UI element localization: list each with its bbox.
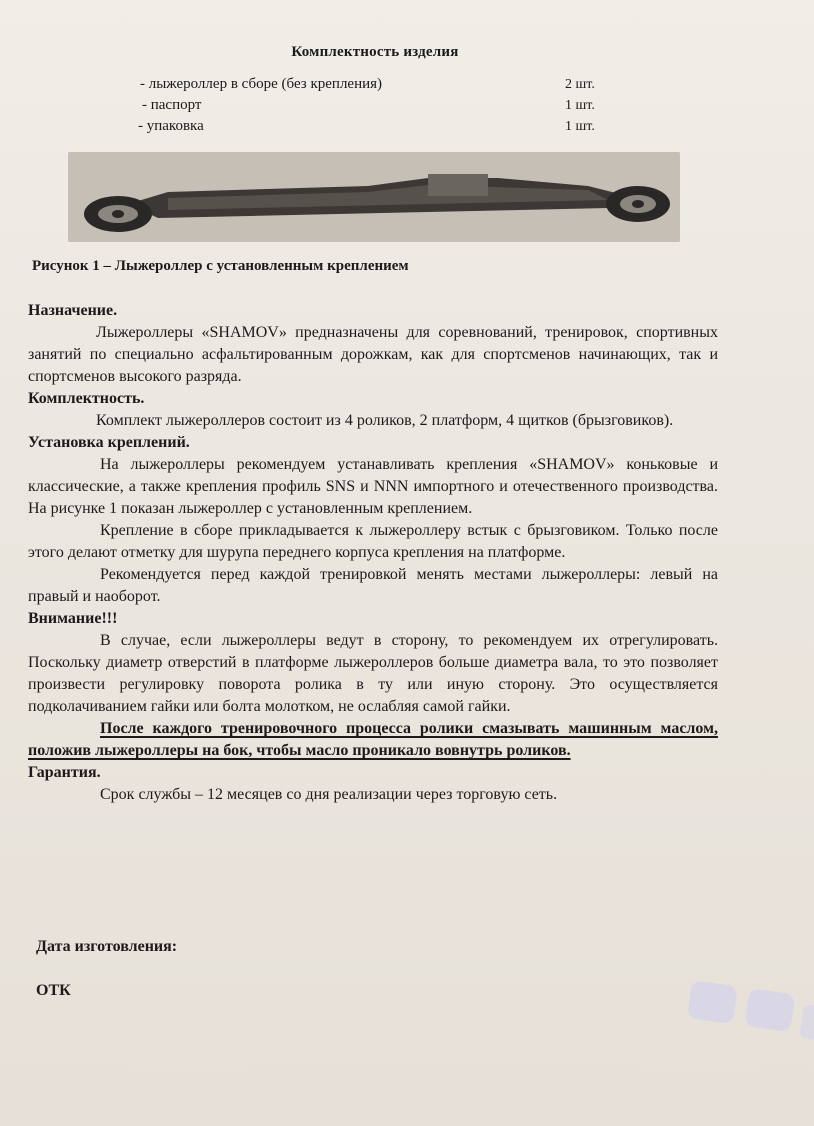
- kit-item-name: - паспорт: [142, 97, 202, 113]
- section-title-purpose: Назначение.: [28, 302, 118, 319]
- installation-paragraph-2: Крепление в сборе прикладывается к лыжероллеру встык с брызговиком. Только после этого делают отметку для шурупа переднего корпуса крепления на платформе.: [28, 522, 718, 561]
- kit-item-qty: 1 шт.: [565, 98, 595, 113]
- section-title-attention: Внимание!!!: [28, 610, 118, 627]
- completeness-text: Комплект лыжероллеров состоит из 4 роликов, 2 платформ, 4 щитков (брызговиков).: [96, 412, 674, 429]
- installation-paragraph-3: Рекомендуется перед каждой тренировкой менять местами лыжероллеры: левый на правый и наоборот.: [28, 566, 718, 605]
- rollerski-illustration: [68, 152, 680, 242]
- document-title: Комплектность изделия: [291, 44, 459, 60]
- kit-item: [142, 95, 620, 116]
- figure-caption: Рисунок 1 – Лыжероллер с установленным креплением: [32, 258, 409, 274]
- lubrication-notice: После каждого тренировочного процесса ролики смазывать машинным маслом, положив лыжероллеры на бок, чтобы масло проникало вовнутрь роликов.: [28, 720, 718, 759]
- installation-paragraph-1: На лыжероллеры рекомендуем устанавливать крепления «SHAMOV» коньковые и классические, а также крепления профиль SNS и NNN импортного и отечественного производства. На рисунке 1 показан лыжероллер с установленным креплением.: [28, 456, 718, 517]
- kit-item-name: - упаковка: [138, 118, 204, 134]
- manufacture-date-label: Дата изготовления:: [36, 938, 178, 955]
- kit-item: [138, 116, 620, 137]
- kit-item-name: - лыжероллер в сборе (без крепления): [140, 76, 383, 92]
- document-body: [28, 300, 718, 806]
- kit-item-qty: 2 шт.: [565, 77, 595, 92]
- kit-list: [140, 74, 620, 137]
- otk-label: ОТК: [36, 982, 71, 999]
- attention-paragraph-1: В случае, если лыжероллеры ведут в сторону, то рекомендуем их отрегулировать. Поскольку диаметр отверстий в платформе лыжероллеров больше диаметра вала, то это позволяет произвести регулировку поворота ролика в ту или иную сторону. Это осуществляется подколачиванием гайки или болта молотком, не ослабляя самой гайки.: [28, 632, 718, 715]
- kit-item-qty: 1 шт.: [565, 119, 595, 134]
- kit-item: [140, 74, 620, 95]
- warranty-text: Срок службы – 12 месяцев со дня реализации через торговую сеть.: [100, 786, 558, 803]
- rollerski-photo: [68, 152, 680, 242]
- section-title-warranty: Гарантия.: [28, 764, 101, 781]
- light-reflection: [679, 966, 814, 1065]
- section-title-installation: Установка креплений.: [28, 434, 190, 451]
- purpose-text: Лыжероллеры «SHAMOV» предназначены для соревнований, тренировок, спортивных занятий по специально асфальтированным дорожкам, как для спортсменов начинающих, так и спортсменов высокого разряда.: [28, 324, 718, 385]
- section-title-completeness: Комплектность.: [28, 390, 145, 407]
